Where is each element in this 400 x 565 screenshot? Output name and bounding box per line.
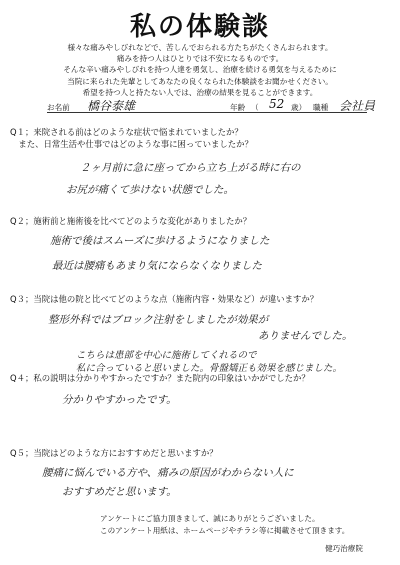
job-label: 職種: [313, 103, 329, 112]
answer-3-line: こちらは患部を中心に施術してくれるので: [76, 350, 257, 361]
intro-line: そんな辛い痛みやしびれを持つ人達を勇気し、治療を続ける勇気を与えるために: [63, 65, 337, 75]
answer-3-line: 整形外科ではブロック注射をしましたが効果が: [48, 314, 269, 326]
answer-1-line: お尻が痛くて歩けない状態でした。: [66, 184, 234, 196]
question-1: Q１；来院される前はどのような症状で悩まれていましたか？ また、日常生活や仕事ではどのような事に困っていましたか？: [10, 127, 253, 149]
question-5: Q５；当院はどのような方におすすめだと思いますか？: [10, 448, 218, 458]
answer-5-line: 腰痛に悩んでいる方や、痛みの原因がわからない人に: [42, 467, 294, 479]
job-value: 会社員: [339, 99, 376, 113]
question-2: Q２；施術前と施術後を比べてどのような変化がありましたか？: [10, 216, 252, 226]
question-3: Q３；当院は他の院と比べてどのような点（施術内容・効果など）が違いますか？: [10, 294, 319, 304]
closing-note: アンケートにご協力頂きまして、誠にありがとうございました。 このアンケート用紙は、ホームページやチラシ等に掲載させて頂きます。: [100, 514, 350, 535]
profile-row: お名前 橋谷泰雄 年齢 （ 52 歳） 職種 会社員: [47, 97, 376, 113]
intro-line: 希望を持つ人と持たない人では、治療の結果を見ることができます。: [82, 87, 318, 97]
answer-4-line: 分かりやすかったです。: [62, 394, 177, 406]
answer-2-line: 施術で後はスムーズに歩けるようになりました: [50, 235, 270, 247]
age-value: 52: [269, 97, 285, 111]
age-unit: 歳）: [291, 103, 307, 112]
intro-line: 当院に来られた先輩としてあなたの良くなられた体験談をお聞かせください。: [67, 76, 333, 86]
intro-line: 様々な痛みやしびれなどで、苦しんでおられる方たちがたくさんおられます。: [67, 43, 333, 52]
name-value: 橋谷泰雄: [87, 99, 136, 113]
question-4: Q４；私の説明は分かりやすかったですか？また院内の印象はいかがでしたか？: [10, 373, 310, 383]
age-label: 年齢: [230, 103, 246, 112]
profile-underline: [47, 112, 367, 113]
intro-line: 痛みを持つ人はひとりでは不安になるものです。: [116, 54, 284, 64]
page-title: 私の体験談: [129, 12, 270, 42]
answer-1-line: ２ヶ月前に急に座ってから立ち上がる時に右の: [80, 162, 301, 174]
answer-3-line: ありませんでした。: [258, 330, 353, 342]
name-label: お名前: [47, 103, 70, 112]
answer-2-line: 最近は腰痛もあまり気にならなくなりました: [52, 260, 262, 272]
answer-5-line: おすすめだと思います。: [62, 486, 177, 498]
clinic-name: 健巧治療院: [325, 544, 363, 553]
intro-text: [0, 42, 400, 98]
answer-3-line: 私に合っていると思いました。骨盤矯正も効果を感じました。: [76, 363, 343, 374]
